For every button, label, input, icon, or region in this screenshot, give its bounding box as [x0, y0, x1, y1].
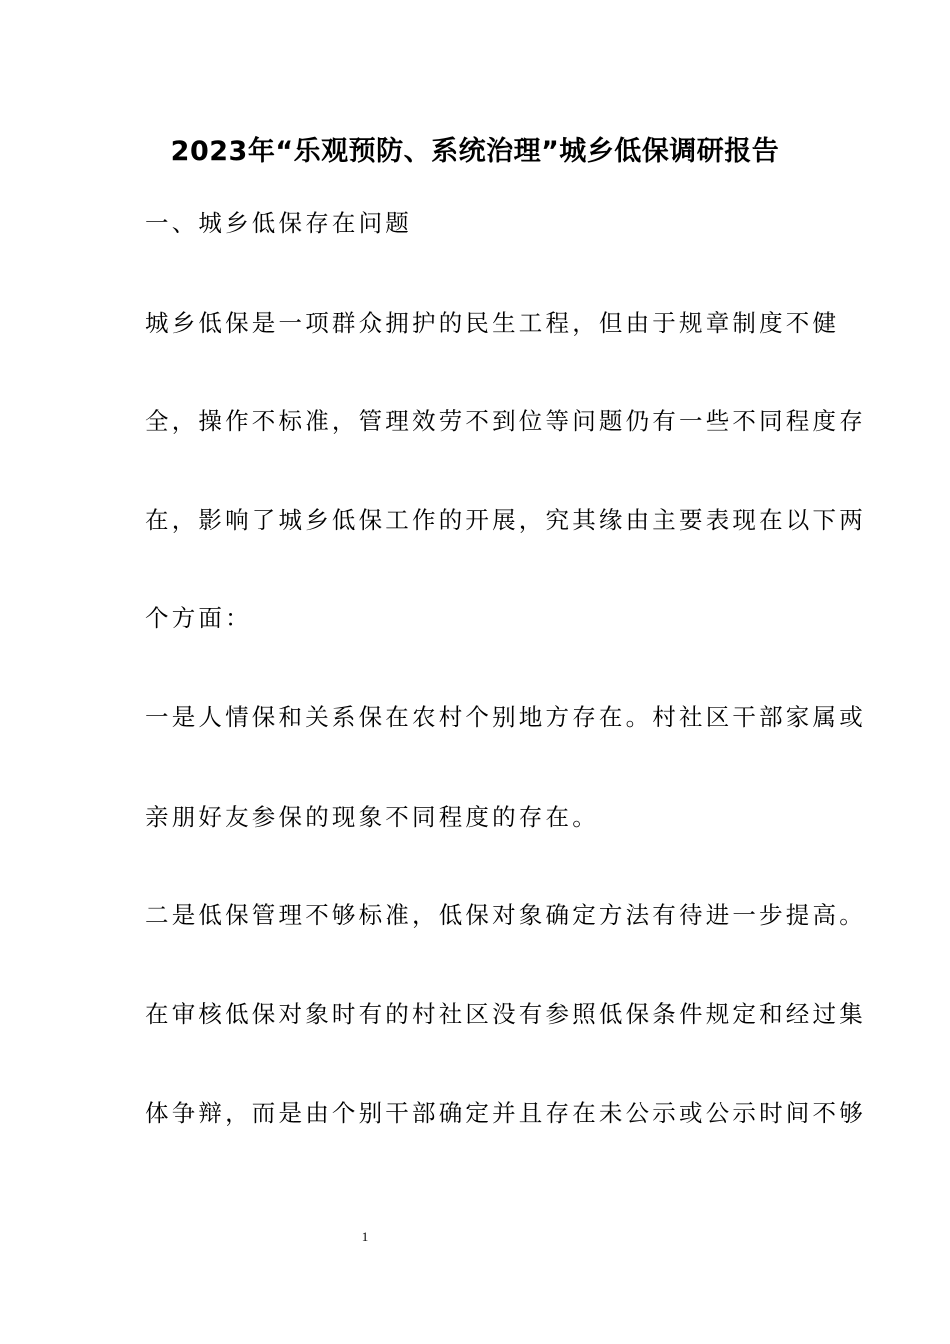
section-heading: 一、城乡低保存在问题: [145, 209, 412, 237]
page-number: 1: [361, 1229, 369, 1244]
paragraph-line: 体争辩，而是由个别干部确定并且存在未公示或公示时间不够: [145, 1099, 866, 1127]
paragraph-line: 个方面：: [145, 604, 252, 632]
paragraph-line: 在，影响了城乡低保工作的开展，究其缘由主要表现在以下两: [145, 506, 866, 534]
paragraph-line: 一是人情保和关系保在农村个别地方存在。村社区干部家属或: [145, 703, 866, 731]
paragraph-line: 二是低保管理不够标准，低保对象确定方法有待进一步提高。: [145, 901, 866, 929]
paragraph-line: 城乡低保是一项群众拥护的民生工程，但由于规章制度不健: [145, 309, 840, 337]
document-title: 2023年“乐观预防、系统治理”城乡低保调研报告: [170, 136, 780, 167]
paragraph-line: 亲朋好友参保的现象不同程度的存在。: [145, 803, 599, 831]
paragraph-line: 全，操作不标准，管理效劳不到位等问题仍有一些不同程度存: [145, 407, 866, 435]
paragraph-line: 在审核低保对象时有的村社区没有参照低保条件规定和经过集: [145, 1000, 866, 1028]
